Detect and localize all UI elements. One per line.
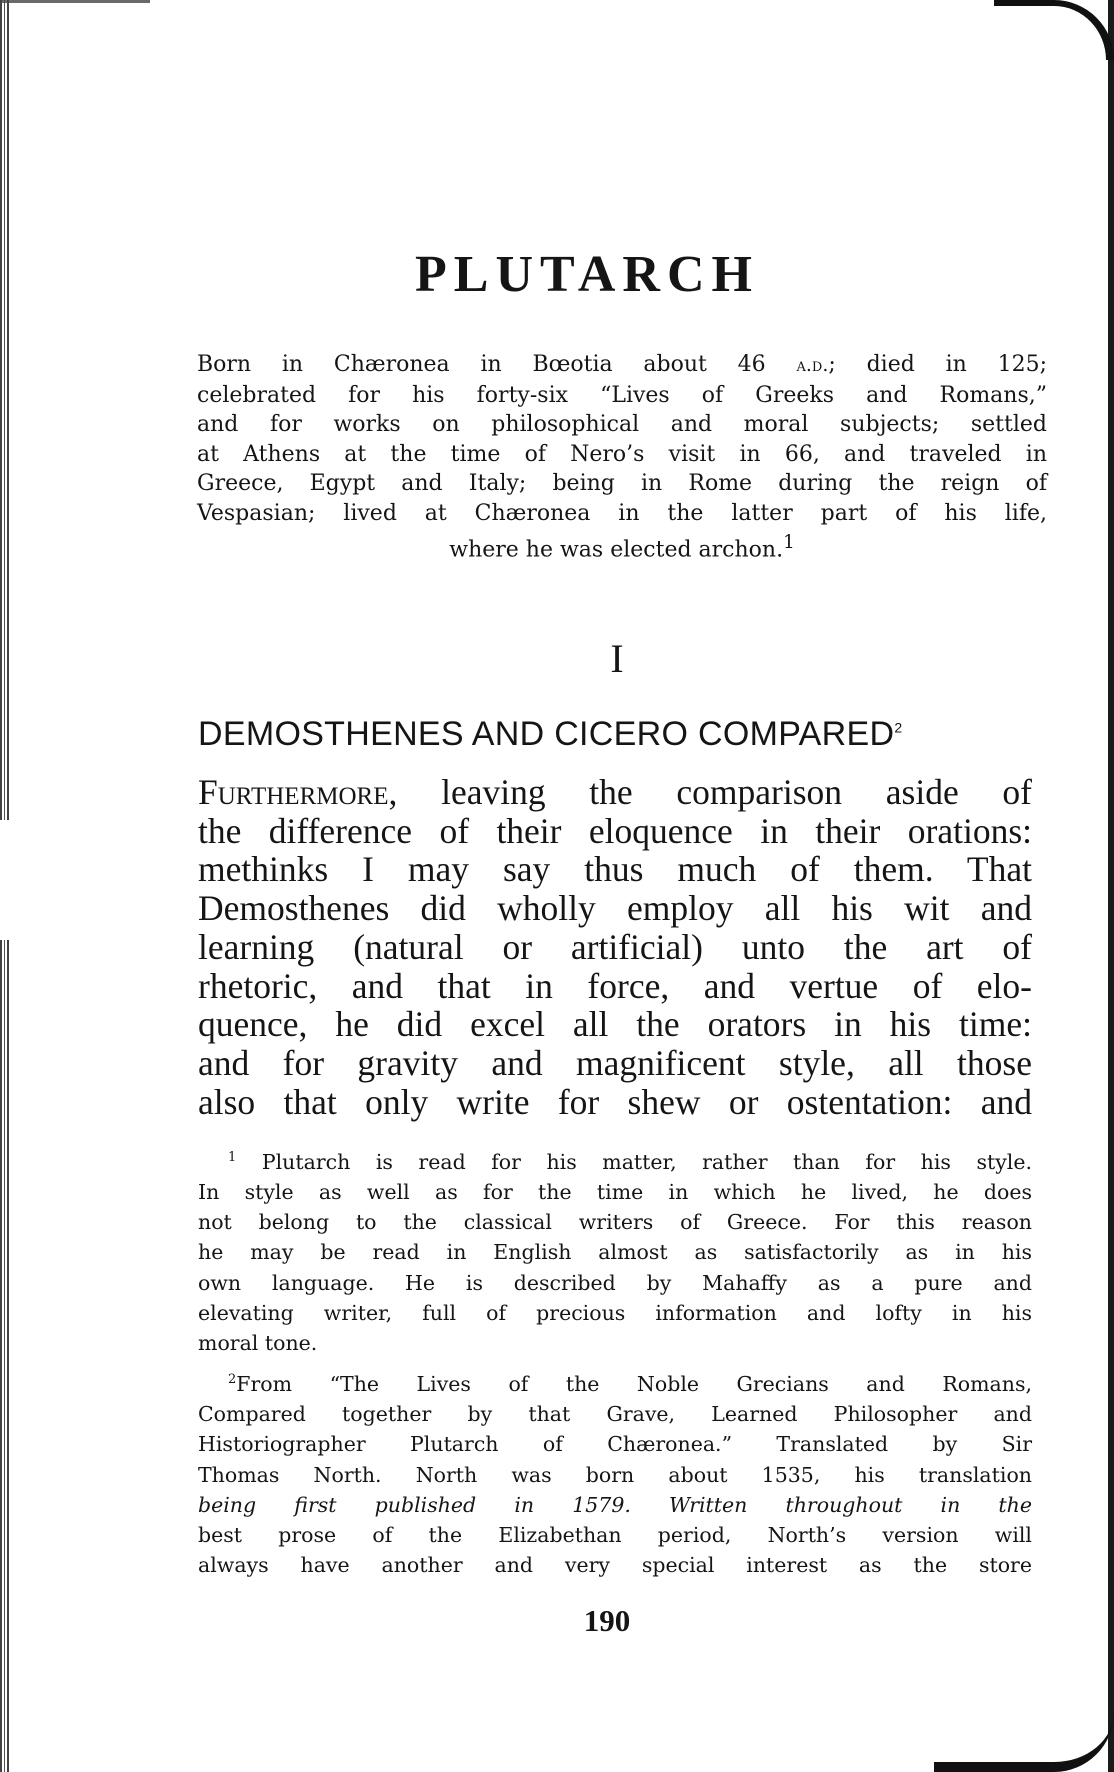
page-number: 190 [583,1603,631,1638]
footnote-text: From “The Lives of the Noble Grecians and Romans, [236,1372,1032,1397]
drop-word: Furthermore [198,772,389,812]
footnote-ref: 2 [894,719,903,736]
footnote-line: own language. He is described by Mahaffy as a pure and [198,1270,1032,1295]
body-line: methinks I may say thus much of them. That [198,849,1032,890]
body-line: the difference of their eloquence in their orations: [198,810,1032,851]
page-curl-bottom [934,1712,1114,1772]
footnote-1 [198,1143,1032,1358]
footnote-line: Compared together by that Grave, Learned Philosopher and [198,1402,1032,1427]
footnote-2 [198,1365,1032,1580]
intro-line: and for works on philosophical and moral subjects; settled [197,412,1047,437]
body-line [198,773,1032,812]
section-number: I [610,636,624,681]
footnote-line: elevating writer, full of precious information and lofty in his [198,1300,1032,1325]
section-heading [198,715,1078,754]
footnote-mark: 2 [228,1372,237,1388]
footnotes [198,1143,1032,1581]
footnote-line: Historiographer Plutarch of Chæronea.” Translated by Sir [198,1432,1032,1457]
footnote-line: Thomas North. North was born about 1535, his translation [198,1462,1032,1487]
body-line: quence, he did excel all the orators in his time: [198,1004,1032,1045]
intro-text: ; died in 125; [828,352,1047,377]
intro-line [197,528,1047,565]
page-corner-shadow [0,0,150,10]
body-text [198,773,1032,1121]
page-curl-top [994,0,1114,60]
intro-text: where he was elected archon. [449,537,784,563]
intro-line: Greece, Egypt and Italy; being in Rome during the reign of [197,471,1047,496]
intro-line: Vespasian; lived at Chæronea in the latter part of his life, [197,500,1047,526]
intro-text: Born in Chæronea in Bœotia about 46 [197,352,766,377]
footnote-text: Plutarch is read for his matter, rather than for his style. [261,1149,1032,1174]
footnote-line: In style as well as for the time in which he lived, he does [198,1180,1032,1205]
footnote-line [198,1143,1032,1177]
footnote-mark: 1 [228,1150,237,1165]
author-intro [197,350,1047,565]
intro-line: celebrated for his forty-six “Lives of Greeks and Romans,” [197,382,1047,408]
footnote-line: not belong to the classical writers of Greece. For this reason [198,1210,1032,1235]
body-line: and for gravity and magnificent style, all those [198,1042,1032,1083]
footnote-line: always have another and very special interest as the store [198,1553,1032,1578]
body-line: learning (natural or artificial) unto the art of [198,926,1032,967]
body-line: also that only write for shew or ostentation: and [198,1081,1032,1122]
binding-edge-gap [0,820,12,940]
section-heading-text: DEMOSTHENES AND CICERO COMPARED [198,715,895,753]
footnote-line [198,1365,1032,1399]
chapter-title: PLUTARCH [415,246,759,303]
body-line: Demosthenes did wholly employ all his wit and [198,888,1032,929]
footnote-line: he may be read in English almost as satisfactorily as in his [198,1240,1032,1265]
intro-line: at Athens at the time of Nero’s visit in 66, and traveled in [197,441,1047,467]
footnote-line: moral tone. [198,1331,318,1356]
intro-era: a.d. [796,354,829,376]
footnote-ref: 1 [783,532,795,553]
footnote-line: being first published in 1579. Written throughout in the [198,1492,1032,1517]
footnote-line: best prose of the Elizabethan period, North’s version will [198,1523,1032,1548]
body-text-run: , leaving the comparison aside of [388,772,1032,812]
intro-line [197,350,1047,381]
body-line: rhetoric, and that in force, and vertue of elo- [198,965,1032,1006]
